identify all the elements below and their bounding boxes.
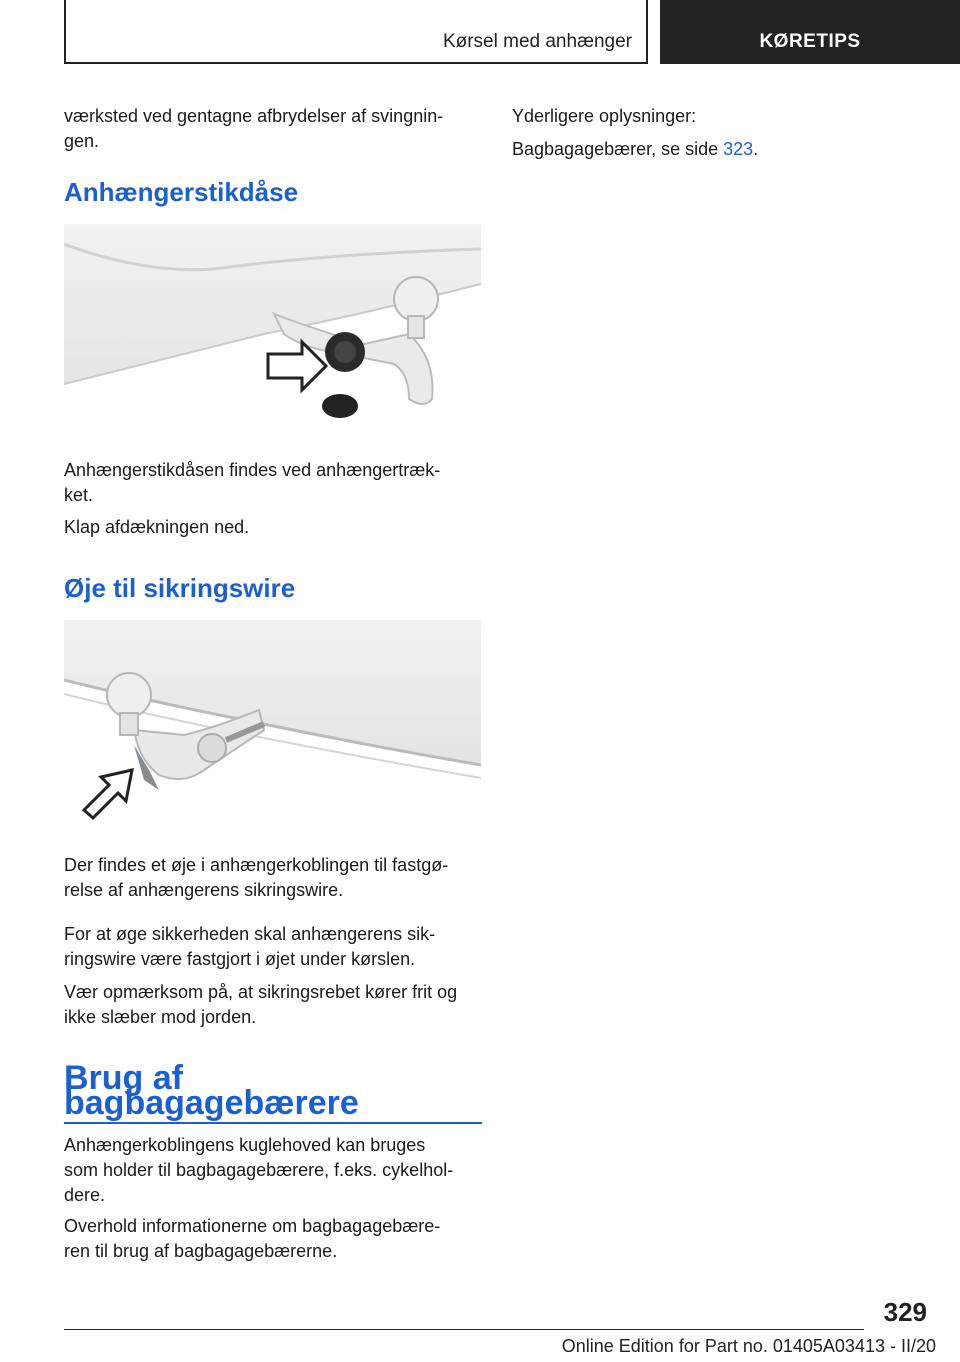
page-link[interactable]: 323: [723, 139, 754, 159]
reference-text: Bagbagagebærer, se side: [512, 139, 724, 159]
intro-paragraph: værksted ved gentagne afbrydelser af svingnin- gen.: [64, 106, 444, 151]
heading-socket: Anhængerstikdåse: [64, 177, 299, 207]
cross-reference: [512, 137, 930, 162]
chapter-title: KØRETIPS: [759, 31, 861, 52]
page-header: [64, 0, 960, 64]
safety-cable-eye-figure: [64, 620, 481, 840]
more-info-label: Yderligere oplysninger:: [512, 106, 697, 126]
reference-suffix: .: [753, 139, 759, 159]
footer-divider: [64, 1329, 864, 1330]
section-tab: [64, 0, 648, 64]
eye-paragraph-3: Vær opmærksom på, at sikringsrebet kører frit og ikke slæber mod jorden.: [64, 982, 458, 1027]
heading-eye: Øje til sikringswire: [64, 573, 296, 603]
eye-paragraph-2: For at øge sikkerheden skal anhængerens sik- ringswire være fastgjort i øjet under kørslen.: [64, 924, 436, 969]
socket-paragraph-1: Anhængerstikdåsen findes ved anhængertræk- ket.: [64, 460, 441, 505]
trailer-socket-figure: [64, 224, 481, 429]
socket-paragraph-2: Klap afdækningen ned.: [64, 517, 250, 537]
carrier-paragraph-1: Anhængerkoblingens kuglehoved kan bruges som holder til bagbagagebærere, f.eks. cykelhol- dere.: [64, 1135, 454, 1205]
edition-note: Online Edition for Part no. 01405A03413 - II/20: [561, 1336, 936, 1356]
page-number: 329: [883, 1297, 927, 1327]
section-title: Kørsel med anhænger: [442, 31, 632, 52]
chapter-tab: [660, 0, 960, 64]
eye-paragraph-1: Der findes et øje i anhængerkoblingen til fastgø- relse af anhængerens sikringswire.: [64, 855, 449, 900]
heading-carrier: Brug af bagbagagebærere: [64, 1066, 482, 1124]
carrier-paragraph-2: Overhold informationerne om bagbagagebære- ren til brug af bagbagagebærerne.: [64, 1216, 441, 1261]
